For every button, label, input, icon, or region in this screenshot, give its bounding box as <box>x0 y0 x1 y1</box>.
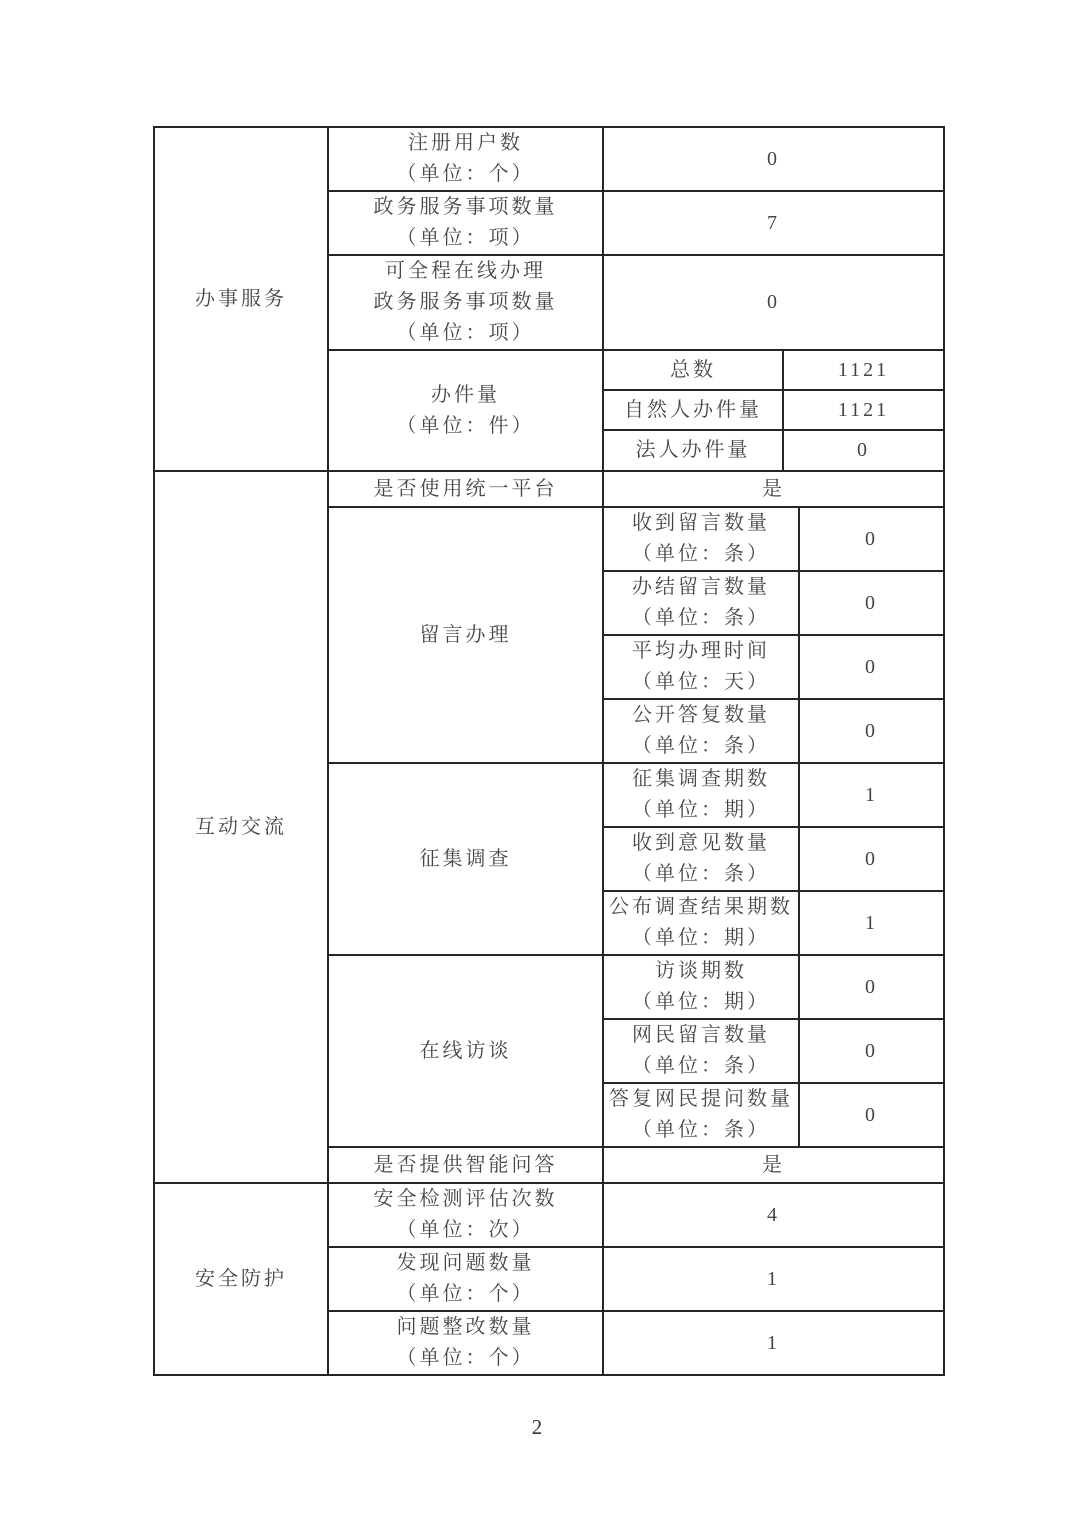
value-cell: 1 <box>799 891 944 955</box>
value-cell: 是 <box>603 1147 944 1183</box>
value-cell: 0 <box>603 255 944 350</box>
value-cell: 是 <box>603 471 944 507</box>
sub-metric-label: 公开答复数量 （单位：条） <box>603 699 799 763</box>
value-cell: 7 <box>603 191 944 255</box>
value-cell: 0 <box>799 699 944 763</box>
government-website-report-table <box>153 126 945 1376</box>
metric-label: 可全程在线办理 政务服务事项数量 （单位：项） <box>328 255 603 350</box>
sub-metric-label: 访谈期数 （单位：期） <box>603 955 799 1019</box>
value-cell: 0 <box>799 955 944 1019</box>
value-cell: 0 <box>603 127 944 191</box>
metric-label: 是否提供智能问答 <box>328 1147 603 1183</box>
table-row <box>154 471 944 507</box>
metric-label-group: 办件量 （单位：件） <box>328 350 603 471</box>
metric-label-group: 征集调查 <box>328 763 603 955</box>
value-cell: 1 <box>799 763 944 827</box>
sub-metric-label: 收到留言数量 （单位：条） <box>603 507 799 571</box>
value-cell: 0 <box>783 430 944 471</box>
value-cell: 0 <box>799 635 944 699</box>
value-cell: 0 <box>799 571 944 635</box>
metric-label-group: 留言办理 <box>328 507 603 763</box>
sub-metric-label: 收到意见数量 （单位：条） <box>603 827 799 891</box>
sub-metric-label: 自然人办件量 <box>603 390 783 430</box>
value-cell: 0 <box>799 827 944 891</box>
metric-label: 发现问题数量 （单位：个） <box>328 1247 603 1311</box>
category-label: 安全防护 <box>195 1267 287 1290</box>
category-label: 互动交流 <box>195 815 287 838</box>
value-cell: 1121 <box>783 350 944 390</box>
value-cell: 1 <box>603 1311 944 1375</box>
metric-label: 是否使用统一平台 <box>328 471 603 507</box>
category-cell-security <box>154 1183 328 1375</box>
value-cell: 0 <box>799 1019 944 1083</box>
sub-metric-label: 办结留言数量 （单位：条） <box>603 571 799 635</box>
value-cell: 1121 <box>783 390 944 430</box>
sub-metric-label: 法人办件量 <box>603 430 783 471</box>
sub-metric-label: 公布调查结果期数 （单位：期） <box>603 891 799 955</box>
category-label: 办事服务 <box>195 287 287 310</box>
sub-metric-label: 征集调查期数 （单位：期） <box>603 763 799 827</box>
metric-label: 安全检测评估次数 （单位：次） <box>328 1183 603 1247</box>
sub-metric-label: 总数 <box>603 350 783 390</box>
category-cell-service <box>154 127 328 471</box>
metric-label-group: 在线访谈 <box>328 955 603 1147</box>
value-cell: 4 <box>603 1183 944 1247</box>
page-number: 2 <box>531 1415 543 1439</box>
metric-label: 注册用户数 （单位：个） <box>328 127 603 191</box>
category-cell-interaction <box>154 471 328 1183</box>
sub-metric-label: 网民留言数量 （单位：条） <box>603 1019 799 1083</box>
sub-metric-label: 答复网民提问数量 （单位：条） <box>603 1083 799 1147</box>
value-cell: 1 <box>603 1247 944 1311</box>
sub-metric-label: 平均办理时间 （单位：天） <box>603 635 799 699</box>
metric-label: 问题整改数量 （单位：个） <box>328 1311 603 1375</box>
metric-label: 政务服务事项数量 （单位：项） <box>328 191 603 255</box>
value-cell: 0 <box>799 1083 944 1147</box>
table-row <box>154 127 944 191</box>
table-row <box>154 1183 944 1247</box>
value-cell: 0 <box>799 507 944 571</box>
